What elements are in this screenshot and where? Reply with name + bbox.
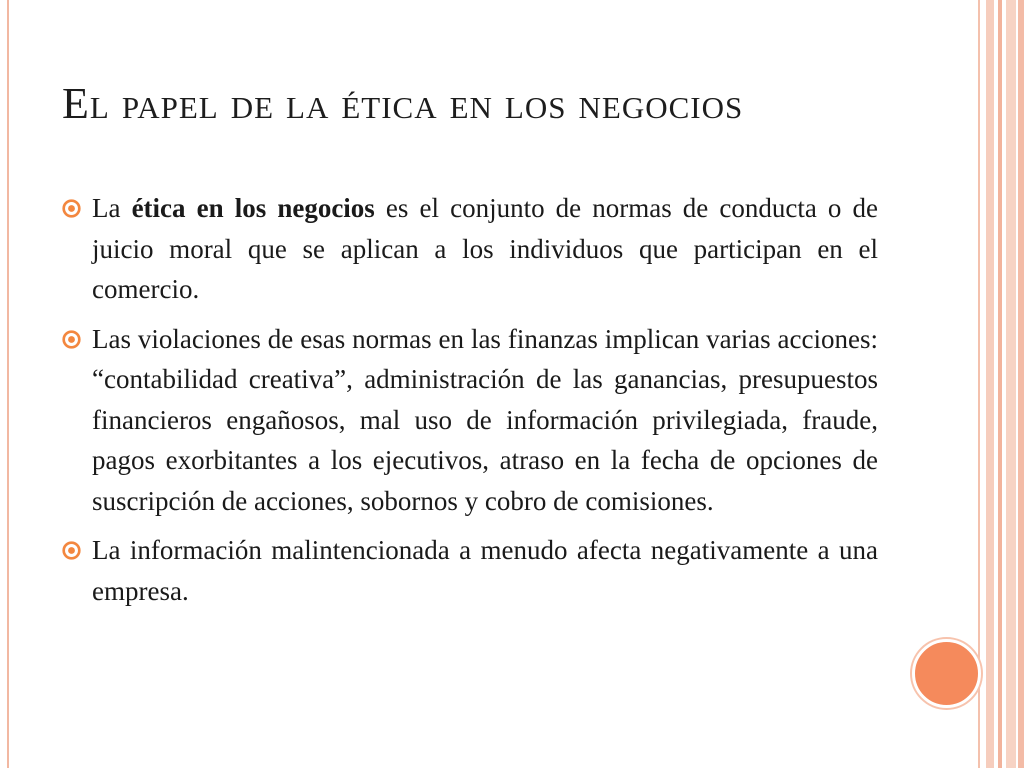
bullet-icon: [62, 199, 81, 218]
bullet-text-bold: ética en los negocios: [131, 193, 375, 223]
bullet-text-post: es el conjunto de normas de conducta o de juicio moral que se aplican a los individuos que participan en el comercio.: [92, 193, 879, 304]
bullet-icon: [62, 541, 81, 560]
bullet-item: [62, 188, 878, 310]
stripe: [1018, 0, 1024, 768]
stripe: [986, 0, 994, 768]
bullet-text: Las violaciones de esas normas en las finanzas implican varias acciones: “contabilidad creativa”, administración de las ganancias, presupuestos financieros engañosos, mal uso de información privilegiada, fraude, pagos exorbitantes a los ejecutivos, atraso en la fecha de opciones de suscripción de acciones, sobornos y cobro de comisiones.: [92, 323, 878, 516]
bullet-icon: [62, 330, 81, 349]
stripe: [998, 0, 1002, 768]
bullet-text: La información malintencionada a menudo afecta negativamente a una empresa.: [92, 535, 878, 606]
decorative-stripes: [978, 0, 1024, 768]
stripe: [978, 0, 980, 768]
slide-title: El papel de la ética en los negocios: [62, 79, 744, 128]
bullet-list: [62, 188, 878, 620]
bullet-item: [62, 530, 878, 611]
left-frame-line: [7, 0, 9, 768]
decorative-circle: [912, 639, 981, 708]
bullet-item: [62, 319, 878, 522]
bullet-text-pre: La: [92, 193, 132, 223]
stripe: [1006, 0, 1016, 768]
